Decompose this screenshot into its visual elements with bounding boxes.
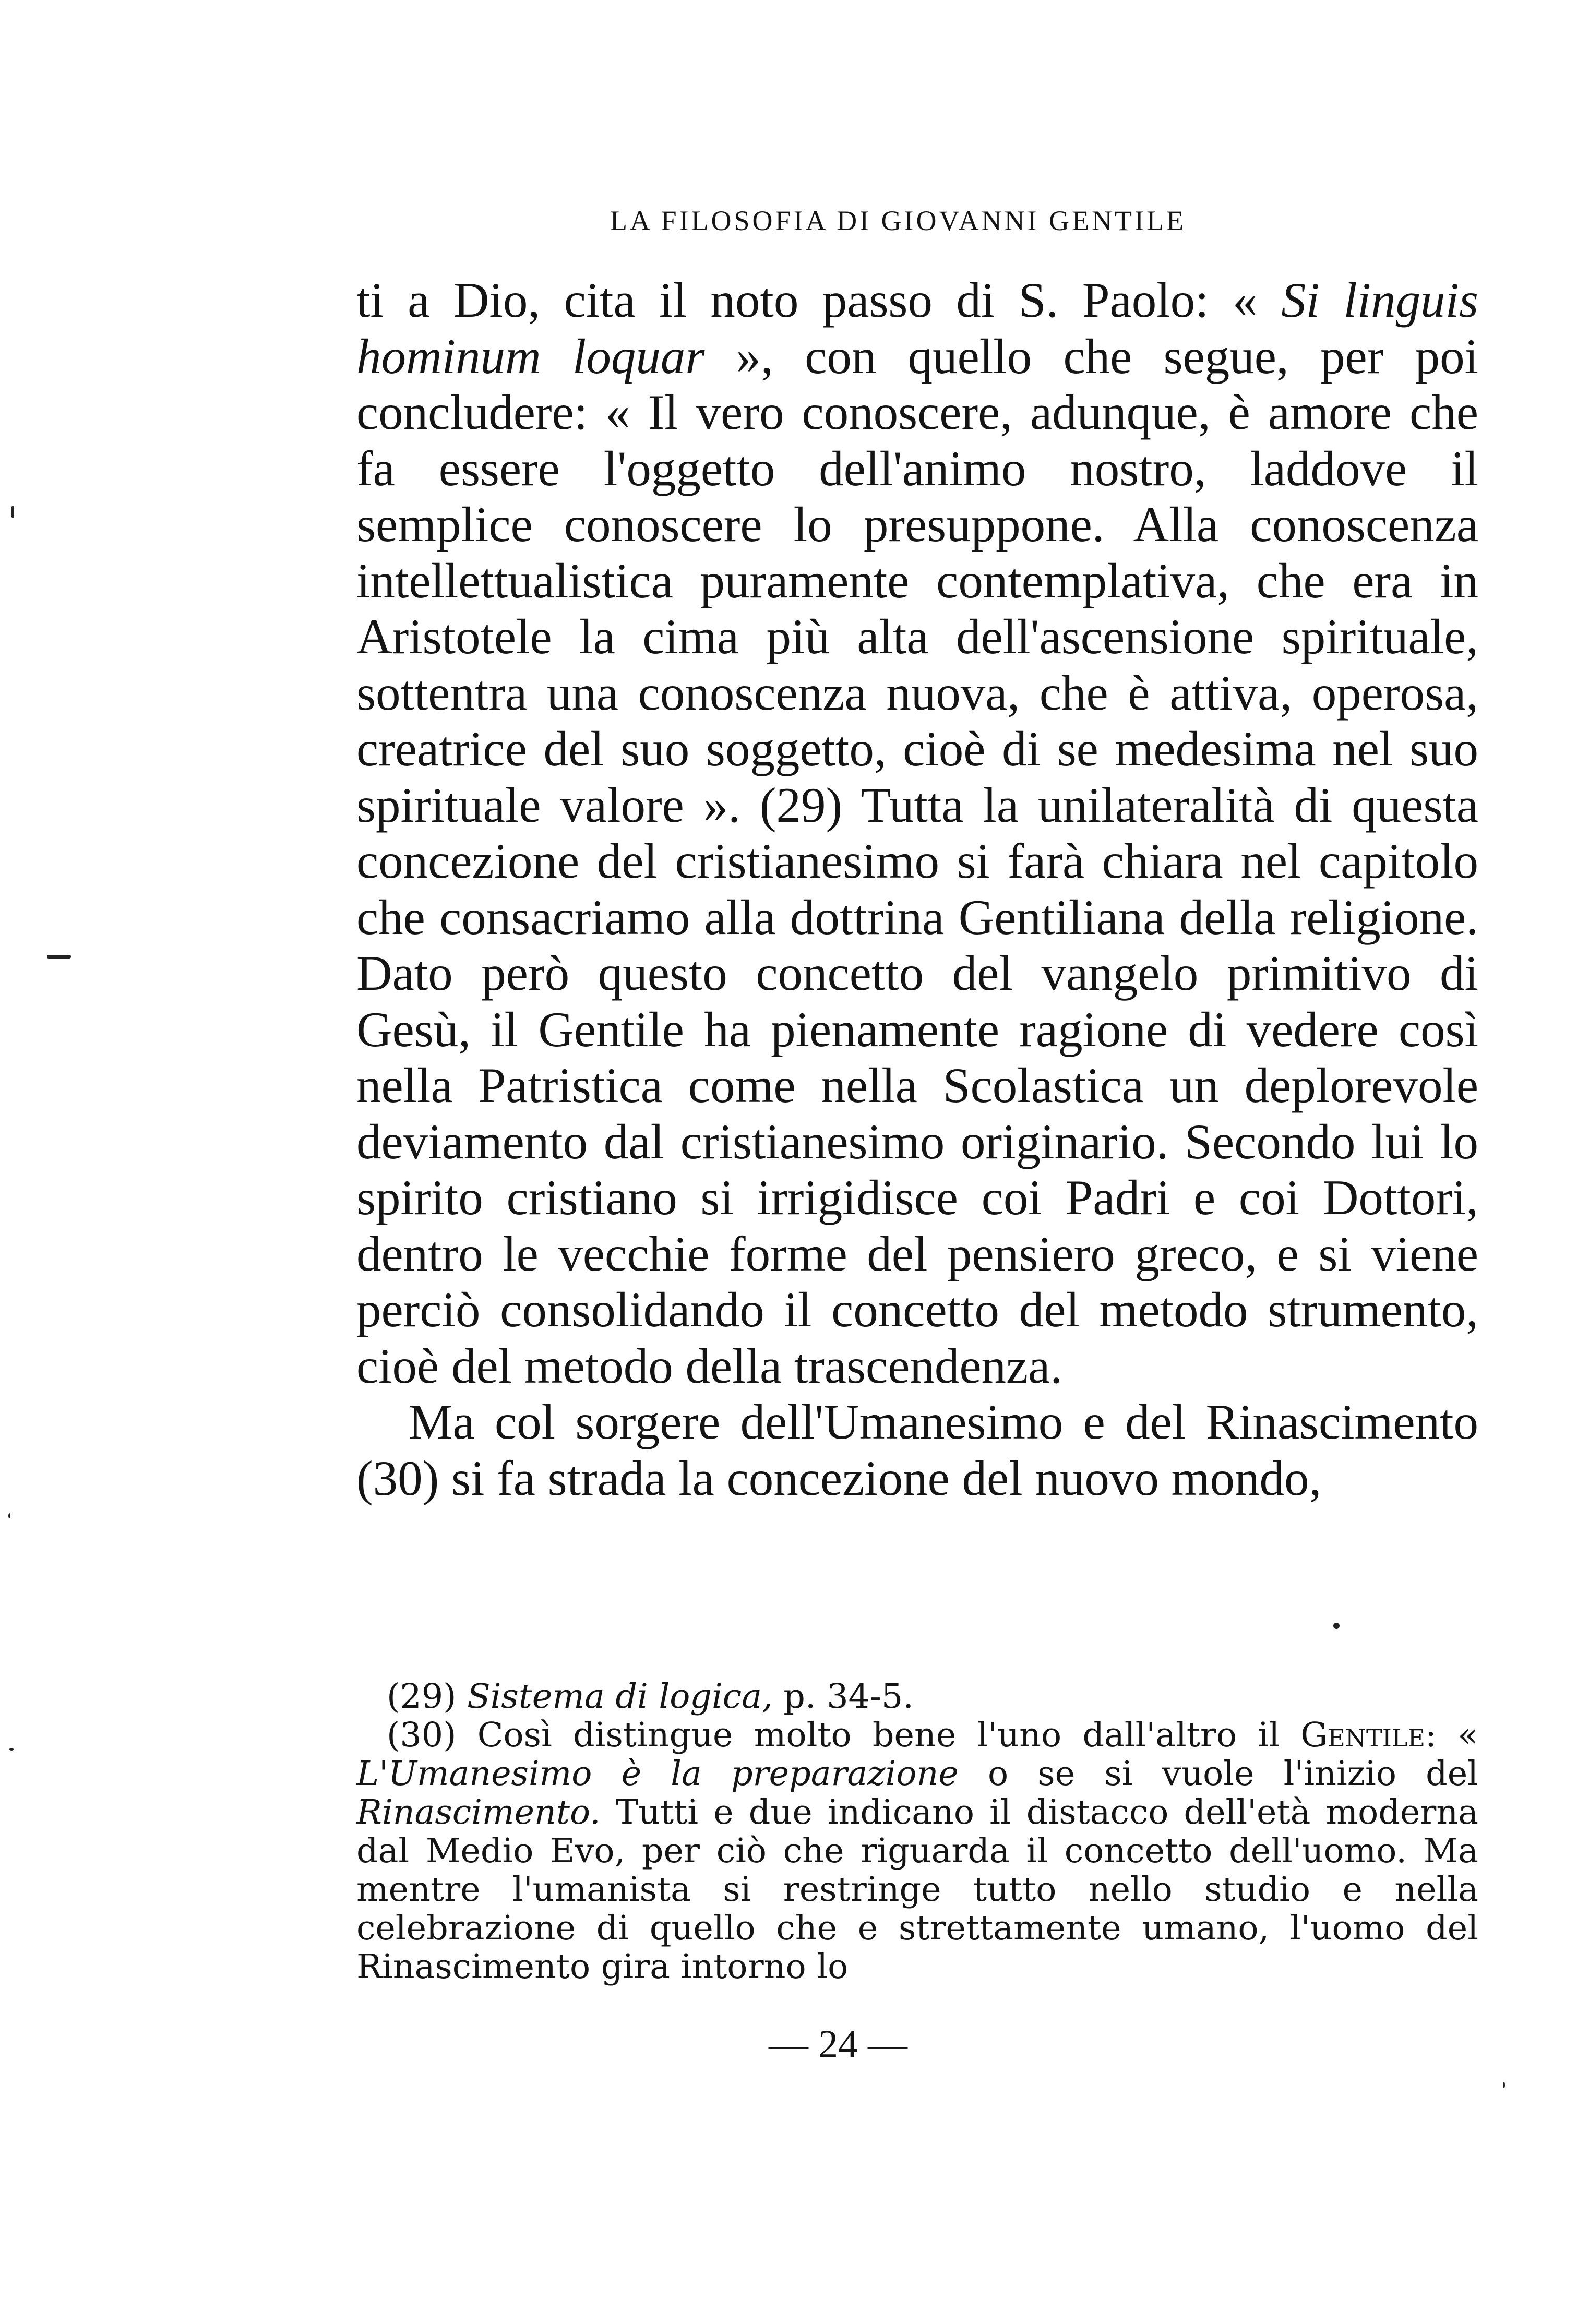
scan-mark bbox=[9, 1748, 14, 1751]
quote-italic: L'Umanesimo è la preparazione bbox=[356, 1754, 959, 1793]
footnote-29 bbox=[356, 1678, 1478, 1716]
main-text bbox=[356, 272, 1478, 1506]
page-number: — 24 — bbox=[769, 2022, 907, 2066]
text-run: : « bbox=[1425, 1716, 1478, 1755]
text-run: Così distingue molto bene l'uno dall'altro il bbox=[477, 1716, 1301, 1755]
paragraph bbox=[356, 272, 1478, 1394]
work-title: Sistema di logica, bbox=[467, 1677, 773, 1716]
text-run: », con quello che segue, per poi concludere: « Il vero conoscere, adunque, è amore che fa essere l'oggetto dell'animo nostro, laddove il semplice conoscere lo presuppone. Alla conoscenza intellettualistica puramente contemplativa, che era in Aristotele la cima più alta dell'ascensione spirituale, sottentra una conoscenza nuova, che è attiva, operosa, creatrice del suo soggetto, cioè di se medesima nel suo spirituale valore ». (29) Tutta la unilateralità di questa concezione del cristianesimo si farà chiara nel capitolo che consacriamo alla dottrina Gentiliana della religione. Dato però questo concetto del vangelo primitivo di Gesù, il Gentile ha pienamente ragione di vedere così nella Patristica come nella Scolastica un deplorevole deviamento dal cristianesimo originario. Secondo lui lo spirito cristiano si irrigidisce coi Padri e coi Dottori, dentro le vecchie forme del pensiero greco, e si viene perciò consolidando il concetto del metodo strumento, cioè del metodo della trascendenza. bbox=[356, 328, 1478, 1394]
scan-mark bbox=[8, 1513, 10, 1518]
scan-mark bbox=[1503, 2082, 1505, 2088]
text-run: Tutti e due indicano il distacco dell'età moderna dal Medio Evo, per ciò che riguarda il concetto dell'uomo. Ma mentre l'umanista si restringe tutto nello studio e nella celebrazione di quello che e strettamente umano, l'uomo del Rinascimento gira intorno lo bbox=[356, 1793, 1478, 1986]
text-run: ti a Dio, cita il noto passo di S. Paolo: « bbox=[356, 272, 1281, 328]
running-head: LA FILOSOFIA DI GIOVANNI GENTILE bbox=[610, 205, 1186, 236]
paragraph: Ma col sorgere dell'Umanesimo e del Rinascimento (30) si fa strada la concezione del nuovo mondo, bbox=[356, 1394, 1478, 1506]
footnote-30 bbox=[356, 1716, 1478, 1986]
text-run: p. 34-5. bbox=[772, 1677, 914, 1716]
footnote-marker: (30) bbox=[387, 1716, 477, 1755]
scan-mark bbox=[47, 955, 71, 959]
latin-quote: Si linguis hominum loquar bbox=[356, 272, 1478, 384]
scan-mark bbox=[11, 506, 14, 518]
scan-mark bbox=[1333, 1623, 1340, 1629]
text-run: o se si vuole l'inizio del bbox=[958, 1754, 1478, 1793]
footnote-marker: (29) bbox=[387, 1677, 468, 1716]
footnotes bbox=[356, 1678, 1478, 1986]
author-name: Gentile bbox=[1300, 1716, 1426, 1755]
quote-italic: Rinascimento. bbox=[356, 1793, 601, 1832]
